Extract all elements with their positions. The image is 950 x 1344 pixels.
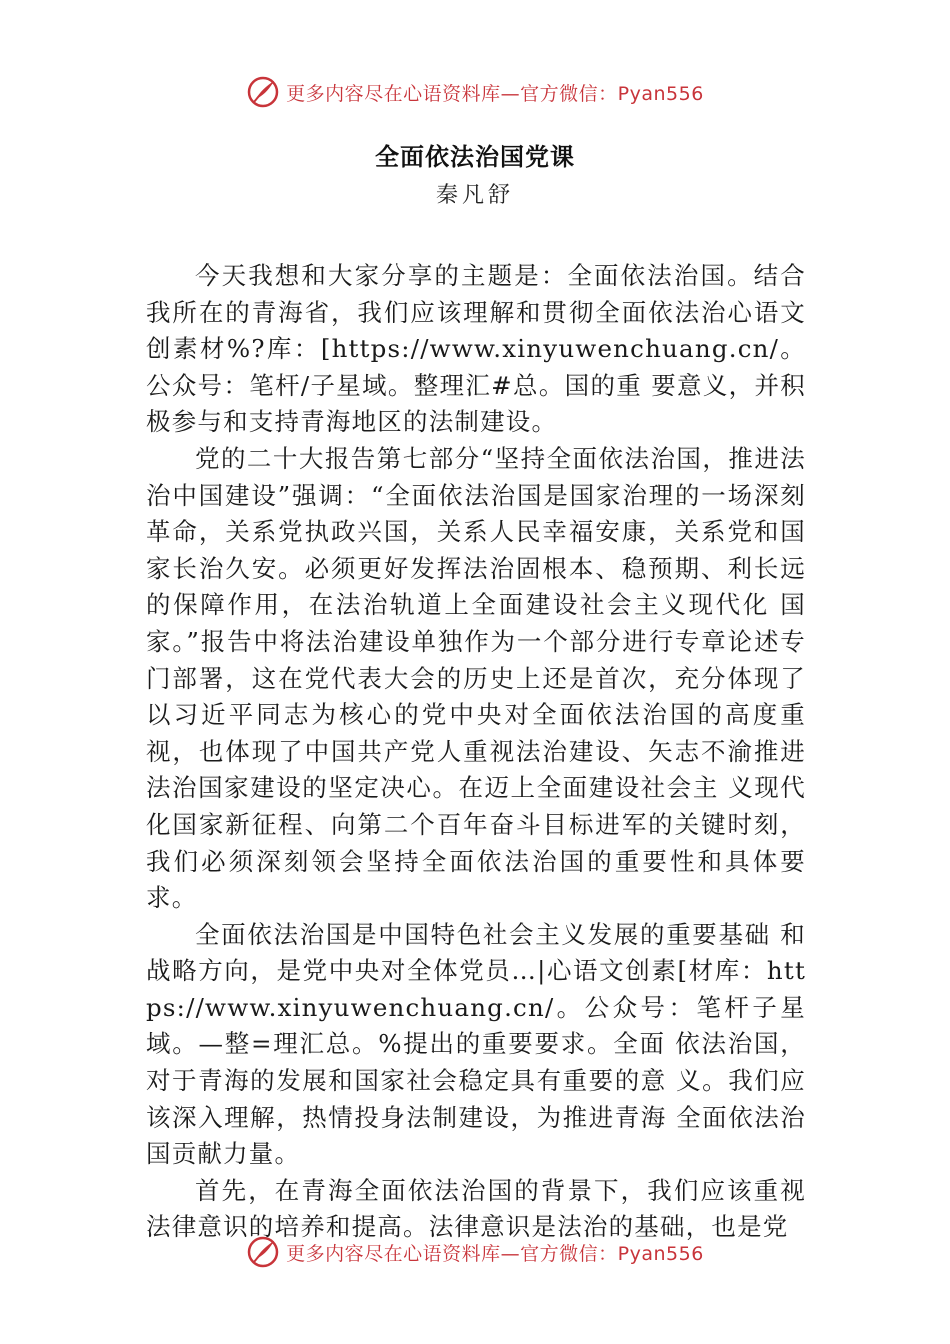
quill-pen-logo-icon [246,75,280,109]
banner-text: 更多内容尽在心语资料库—官方微信：Pyan556 [286,82,704,105]
paragraph: 今天我想和大家分享的主题是：全面依法治国。结合我所在的青海省，我们应该理解和贯彻全面依法治心语文创素材%?库：[https://www.xinyuwenchuang.cn/。公众号：笔杆/子星域。整理汇#总。国的重 要意义，并积极参与和支持青海地区的法制建设。 [146,261,806,437]
document-title: 全面依法治国党课 [375,143,575,171]
paragraph: 全面依法治国是中国特色社会主义发展的重要基础 和战略方向，是党中央对全体党员…|心语文创素[材库：https://www.xinyuwenchuang.cn/。公众号：笔杆子星域。—整=理汇总。%提出的重要要求。全面 依法治国，对于青海的发展和国家社会稳定具有重要的意 义。我们应该深入理解，热情投身法制建设，为推进青海 全面依法治国贡献力量。 [146,919,806,1169]
document-body [146,258,806,1246]
document-author: 秦凡舒 [435,183,514,208]
header-banner [0,70,950,114]
footer-banner [0,1230,950,1274]
paragraph: 首先，在青海全面依法治国的背景下，我们应该重视法律意识的培养和提高。法律意识是法治的基础，也是党 [146,1175,806,1242]
banner-text: 更多内容尽在心语资料库—官方微信：Pyan556 [286,1242,704,1265]
quill-pen-logo-icon [246,1235,280,1269]
paragraph: 党的二十大报告第七部分“坚持全面依法治国，推进法治中国建设”强调：“全面依法治国是国家治理的一场深刻革命，关系党执政兴国，关系人民幸福安康，关系党和国家长治久安。必须更好发挥法治固根本、稳预期、利长远的保障作用，在法治轨道上全面建设社会主义现代化 国家。”报告中将法治建设单独作为一个部分进行专章论述专门部署，这在党代表大会的历史上还是首次，充分体现了以习近平同志为核心的党中央对全面依法治国的高度重视，也体现了中国共产党人重视法治建设、矢志不渝推进法治国家建设的坚定决心。在迈上全面建设社会主 义现代化国家新征程、向第二个百年奋斗目标进军的关键时刻，我们必须深刻领会坚持全面依法治国的重要性和具体要求。 [146,443,806,913]
